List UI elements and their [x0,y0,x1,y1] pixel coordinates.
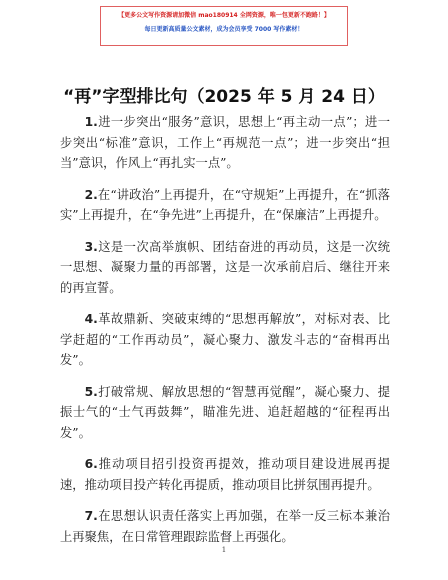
document-title: “再”字型排比句（2025 年 5 月 24 日） [63,87,385,107]
paragraph-2 [60,185,390,226]
document-body [60,112,390,558]
paragraph-number: 1. [84,115,98,129]
paragraph-text: 推动项目招引投资再提效，推动项目建设进展再提速，推动项目投产转化再提质，推动项目比拼氛围再提升。 [60,457,390,492]
paragraph-text: 在思想认识责任落实上再加强，在举一反三标本兼治上再聚焦，在日常管理跟踪监督上再强化。 [60,509,390,544]
paragraph-text: 在“讲政治”上再提升，在“守规矩”上再提升，在“抓落实”上再提升，在“争先进”上再提升，在“保廉洁”上再提升。 [60,187,390,222]
promo-banner [100,6,348,46]
paragraph-3 [60,237,390,299]
paragraph-4 [60,309,390,371]
paragraph-text: 这是一次高举旗帜、团结奋进的再动员，这是一次统一思想、凝聚力量的再部署，这是一次承前启后、继往开来的再宣誓。 [60,239,390,295]
paragraph-number: 7. [84,509,98,523]
page-number: 1 [221,546,227,554]
paragraph-6 [60,454,390,495]
paragraph-7 [60,506,390,547]
paragraph-number: 5. [84,384,98,399]
paragraph-number: 3. [84,239,98,254]
promo-banner-line2: 每日更新高质量公文素材，成为会员享受 7000 写作素材！ [144,26,304,33]
paragraph-number: 2. [84,187,98,202]
paragraph-text: 革故鼎新、突破束缚的“思想再解放”，对标对表、比学赶超的“工作再动员”，凝心聚力、激发斗志的“奋楫再出发”。 [60,312,390,367]
paragraph-1 [60,112,390,174]
promo-banner-line1: 【更多公文写作资源请加微信 mao180914 全网资源，唯一包更新不跑路！】 [118,12,330,19]
paragraph-text: 打破常规、解放思想的“智慧再觉醒”，凝心聚力、提振士气的“士气再鼓舞”，瞄准先进、追赶超越的“征程再出发”。 [60,384,390,440]
paragraph-5 [60,382,390,444]
paragraph-number: 6. [84,457,98,471]
paragraph-number: 4. [84,312,98,326]
paragraph-text: 进一步突出“服务”意识，思想上“再主动一点”；进一步突出“标准”意识，工作上“再规范一点”；进一步突出“担当”意识，作风上“再扎实一点”。 [60,115,390,170]
